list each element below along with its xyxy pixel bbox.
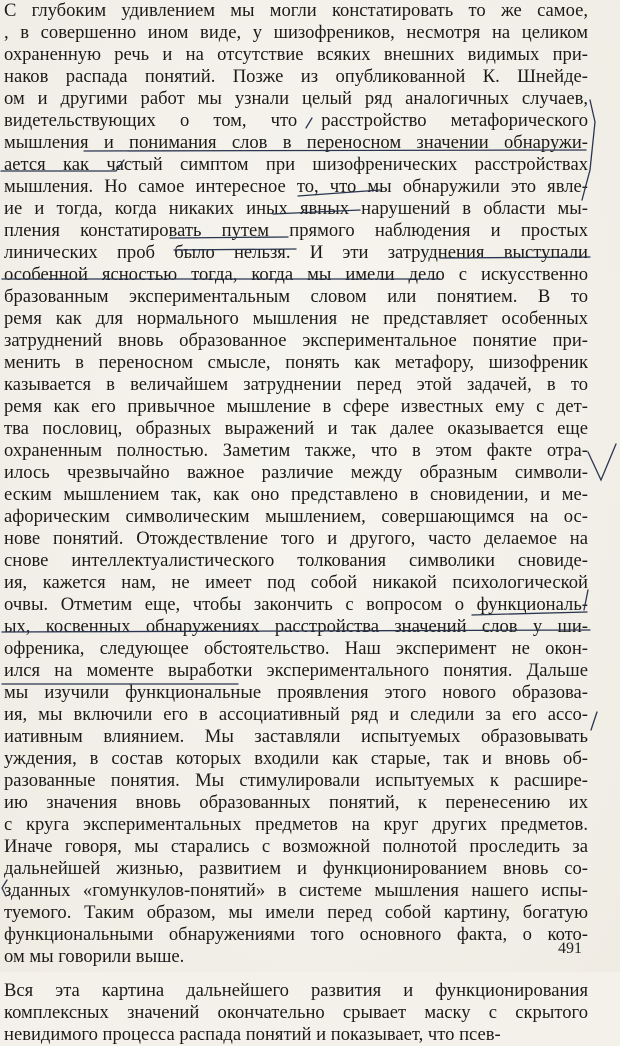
text-line: мы изучили функциональные проявления этого нового образова- [4,682,588,703]
text-line: ается как частый симптом при шизофренических расстройствах [4,154,588,175]
text-line: Иначе говоря, мы старались с возможной полнотой проследить за [4,836,588,857]
text-line: функциональными обнаружениями того основного факта, о кото- [4,924,588,945]
text-line: комплексных значений окончательно срывает маску с скрытого [4,1002,588,1023]
text-line: ие и тогда, когда никаких иных явных нарушений в области мы- [4,198,588,219]
text-line: разованные понятия. Мы стимулировали испытуемых к расшире- [4,770,588,791]
text-line: затруднений вновь образованное экспериментальное понятие при- [4,330,588,351]
paragraph-1 [4,0,588,968]
paragraph-2 [4,980,588,1046]
text-line: ия, мы включили его в ассоциативный ряд и следили за его ассо- [4,704,588,725]
text-line: линических проб было нельзя. И эти затруднения выступали [4,242,588,263]
text-line: офреника, следующее обстоятельство. Наш эксперимент не окон- [4,638,588,659]
text-line: иативным влиянием. Мы заставляли испытуемых образовывать [4,726,588,747]
text-line: афорическим символическим мышлением, совершающимся на ос- [4,506,588,527]
text-line: особенной ясностью тогда, когда мы имели дело с искусственно [4,264,588,285]
text-line: еским мышлением так, как оно представлено в сновидении, и ме- [4,484,588,505]
paragraph-gap [4,968,588,980]
text-line: очвы. Отметим еще, чтобы закончить с вопросом о функциональ- [4,594,588,615]
text-line: ом мы говорили выше. [4,946,185,967]
margin-check-mark [591,712,597,730]
text-line: наков распада понятий. Позже из опубликованной К. Шнейде- [4,66,588,87]
text-line: С глубоким удивлением мы могли констатировать то же самое, [4,0,588,21]
text-line: ию значения вновь образованных понятий, к перенесению их [4,792,588,813]
text-line: Вся эта картина дальнейшего развития и функционирования [4,980,588,1001]
text-line: видетельствующих о том, что расстройство метафорического [4,110,588,131]
text-line: снове интеллектуалистического толкования символики сновиде- [4,550,588,571]
text-line: казывается в величайшем затруднении перед этой задачей, в то [4,374,588,395]
text-line: ых, косвенных обнаружениях расстройства значений слов у ши- [4,616,588,637]
page-number: 491 [558,940,582,957]
text-line: ия, кажется нам, не имеет под собой никакой психологической [4,572,588,593]
text-line: мышления и понимания слов в переносном значении обнаружи- [4,132,588,153]
text-line: , в совершенно ином виде, у шизофреников, несмотря на целиком [4,22,588,43]
text-line: с круга экспериментальных предметов на круг других предметов. [4,814,588,835]
text-line: ремя как его привычное мышление в сфере известных ему с дет- [4,396,588,417]
margin-check-mark [588,444,616,480]
text-line: ремя как для нормального мышления не представляет особенных [4,308,588,329]
body-text [4,0,588,1046]
text-line: нове понятий. Отождествление того и другого, часто делаемое на [4,528,588,549]
text-line: ом и другими работ мы узнали целый ряд аналогичных случаев, [4,88,588,109]
text-line: менить в переносном смысле, понять как метафору, шизофреник [4,352,588,373]
text-line: бразованным экспериментальным словом или понятием. В то [4,286,588,307]
text-line: мышления. Но самое интересное то, что мы обнаружили это явле- [4,176,588,197]
text-line: уждения, в состав которых входили как старые, так и вновь об- [4,748,588,769]
text-line: илось чрезвычайно важное различие между образным символи- [4,462,588,483]
text-line: охраненную речь и на отсутствие всяких внешних видимых при- [4,44,588,65]
text-line: невидимого процесса распада понятий и показывает, что псев- [4,1024,501,1045]
text-line: туемого. Таким образом, мы имели перед собой картину, богатую [4,902,588,923]
text-line: дальнейшей жизнью, развитием и функционированием вновь со- [4,858,588,879]
text-line: охраненным полностью. Заметим также, что в этом факте отра- [4,440,588,461]
text-line: ился на моменте выработки экспериментального понятия. Дальше [4,660,588,681]
text-line: пления констатировать путем прямого наблюдения и простых [4,220,588,241]
text-line: зданных «гомункулов-понятий» в системе мышления нашего испы- [4,880,588,901]
text-line: тва пословиц, образных выражений и так далее оказывается еще [4,418,588,439]
